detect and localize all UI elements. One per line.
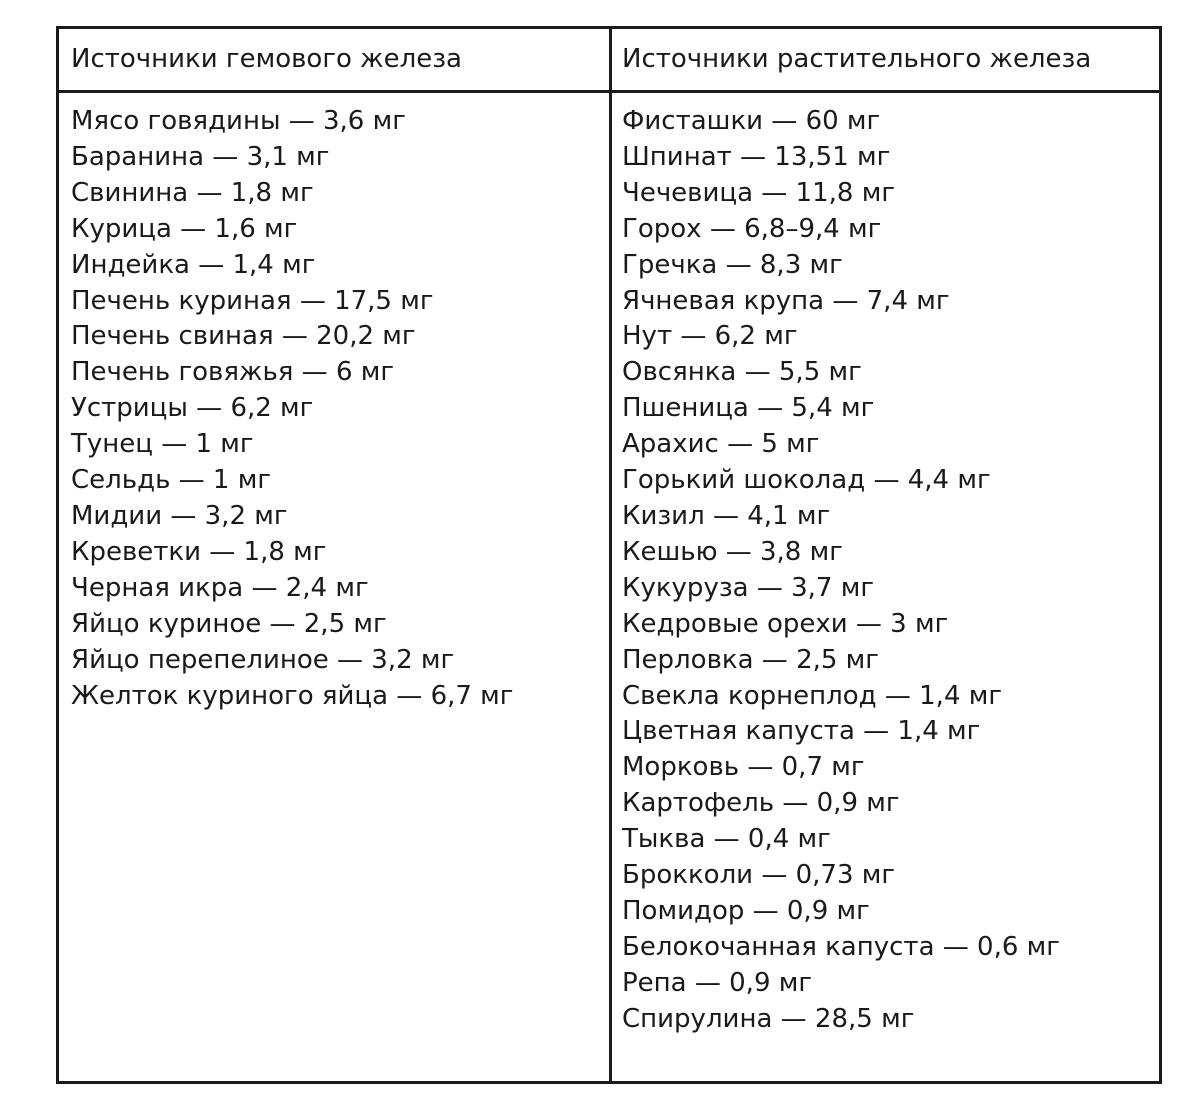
plant-iron-item: Картофель — 0,9 мг	[622, 788, 900, 819]
plant-iron-item: Горох — 6,8–9,4 мг	[622, 213, 882, 244]
heme-iron-item: Яйцо перепелиное — 3,2 мг	[71, 644, 455, 675]
heme-iron-item: Печень свиная — 20,2 мг	[71, 321, 416, 352]
plant-iron-item: Арахис — 5 мг	[622, 429, 820, 460]
plant-iron-item: Чечевица — 11,8 мг	[622, 177, 895, 208]
plant-iron-item: Пшеница — 5,4 мг	[622, 393, 875, 424]
heme-iron-item: Мясо говядины — 3,6 мг	[71, 106, 406, 136]
heme-iron-item: Баранина — 3,1 мг	[71, 141, 330, 172]
heme-iron-item: Печень куриная — 17,5 мг	[71, 285, 434, 316]
header-plant-iron: Источники растительного железа	[622, 44, 1092, 74]
heme-iron-item: Сельдь — 1 мг	[71, 465, 272, 496]
plant-iron-item: Брокколи — 0,73 мг	[622, 860, 896, 891]
heme-iron-item: Креветки — 1,8 мг	[71, 536, 327, 567]
plant-iron-item: Ячневая крупа — 7,4 мг	[622, 285, 950, 316]
plant-iron-item: Спирулина — 28,5 мг	[622, 1003, 915, 1034]
plant-iron-item: Тыква — 0,4 мг	[622, 824, 831, 855]
heme-iron-item: Индейка — 1,4 мг	[71, 249, 316, 280]
heme-iron-item: Устрицы — 6,2 мг	[71, 393, 314, 424]
heme-iron-item: Желток куриного яйца — 6,7 мг	[71, 680, 514, 711]
heme-iron-item: Черная икра — 2,4 мг	[71, 572, 369, 603]
plant-iron-item: Цветная капуста — 1,4 мг	[622, 716, 981, 747]
iron-sources-table	[56, 26, 1162, 1084]
plant-iron-item: Белокочанная капуста — 0,6 мг	[622, 931, 1060, 962]
plant-iron-item: Перловка — 2,5 мг	[622, 644, 879, 675]
plant-iron-item: Кизил — 4,1 мг	[622, 500, 831, 531]
heme-iron-item: Свинина — 1,8 мг	[71, 177, 314, 208]
plant-iron-item: Свекла корнеплод — 1,4 мг	[622, 680, 1003, 711]
heme-iron-item: Курица — 1,6 мг	[71, 213, 298, 244]
plant-iron-item: Горький шоколад — 4,4 мг	[622, 465, 991, 496]
heme-iron-list	[71, 104, 513, 714]
plant-iron-item: Помидор — 0,9 мг	[622, 895, 870, 926]
plant-iron-item: Нут — 6,2 мг	[622, 321, 798, 352]
plant-iron-item: Кукуруза — 3,7 мг	[622, 572, 875, 603]
plant-iron-item: Овсянка — 5,5 мг	[622, 357, 862, 388]
plant-iron-item: Гречка — 8,3 мг	[622, 249, 843, 280]
plant-iron-item: Шпинат — 13,51 мг	[622, 141, 891, 172]
heme-iron-item: Тунец — 1 мг	[71, 429, 254, 460]
plant-iron-item: Морковь — 0,7 мг	[622, 752, 865, 783]
header-divider	[59, 90, 1159, 93]
plant-iron-item: Кедровые орехи — 3 мг	[622, 608, 949, 639]
plant-iron-item: Репа — 0,9 мг	[622, 967, 813, 998]
plant-iron-item: Фисташки — 60 мг	[622, 106, 881, 136]
heme-iron-item: Печень говяжья — 6 мг	[71, 357, 395, 388]
column-divider	[609, 29, 612, 1081]
plant-iron-item: Кешью — 3,8 мг	[622, 536, 843, 567]
heme-iron-item: Мидии — 3,2 мг	[71, 500, 288, 531]
header-heme-iron: Источники гемового железа	[71, 44, 462, 74]
heme-iron-item: Яйцо куриное — 2,5 мг	[71, 608, 387, 639]
plant-iron-list	[622, 104, 1060, 1038]
